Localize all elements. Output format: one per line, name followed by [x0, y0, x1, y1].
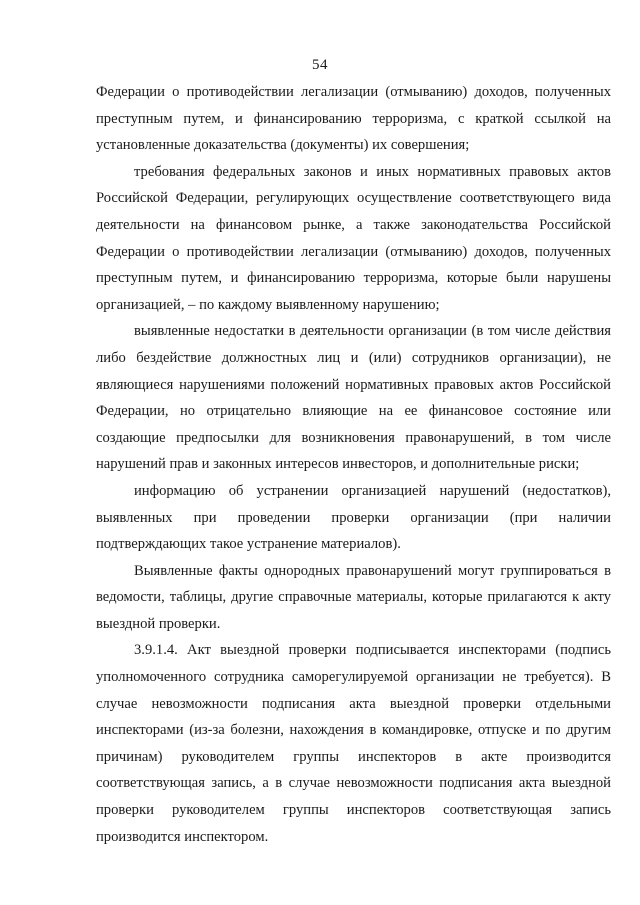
page-number: 54 — [312, 57, 328, 73]
document-body — [96, 79, 611, 850]
paragraph-requirements: требования федеральных законов и иных нормативных правовых актов Российской Федерации, регулирующих осуществление соответствующего вида деятельности на финансовом рынке, а также законодательства Российской Федерации о противодействии легализации (отмыванию) доходов, полученных преступным путем, и финансированию терроризма, которые были нарушены организацией, – по каждому выявленному нарушению; — [96, 163, 611, 313]
paragraph-grouping: Выявленные факты однородных правонарушений могут группироваться в ведомости, таблицы, другие справочные материалы, которые прилагаются к акту выездной проверки. — [96, 562, 611, 632]
paragraph-continuation: Федерации о противодействии легализации (отмыванию) доходов, полученных преступным путем, и финансированию терроризма, с краткой ссылкой на установленные доказательства (документы) их совершения; — [96, 84, 611, 154]
paragraph-remediation-info: информацию об устранении организацией нарушений (недостатков), выявленных при проведении проверки организации (при наличии подтверждающих такое устранение материалов). — [96, 482, 611, 553]
paragraph-signing: 3.9.1.4. Акт выездной проверки подписывается инспекторами (подпись уполномоченного сотрудника саморегулируемой организации не требуется). В случае невозможности подписания акта выездной проверки отдельными инспекторами (из-за болезни, нахождения в командировке, отпуске и по другим причинам) руководителем группы инспекторов в акте производится соответствующая запись, а в случае невозможности подписания акта выездной проверки руководителем группы инспекторов соответствующая запись производится инспектором. — [96, 642, 611, 845]
paragraph-deficiencies: выявленные недостатки в деятельности организации (в том числе действия либо бездействие должностных лиц и (или) сотрудников организации), не являющиеся нарушениями положений нормативных правовых актов Российской Федерации, но отрицательно влияющие на ее финансовое состояние или создающие предпосылки для возникновения правонарушений, в том числе нарушений прав и законных интересов инвесторов, и дополнительные риски; — [96, 323, 611, 473]
